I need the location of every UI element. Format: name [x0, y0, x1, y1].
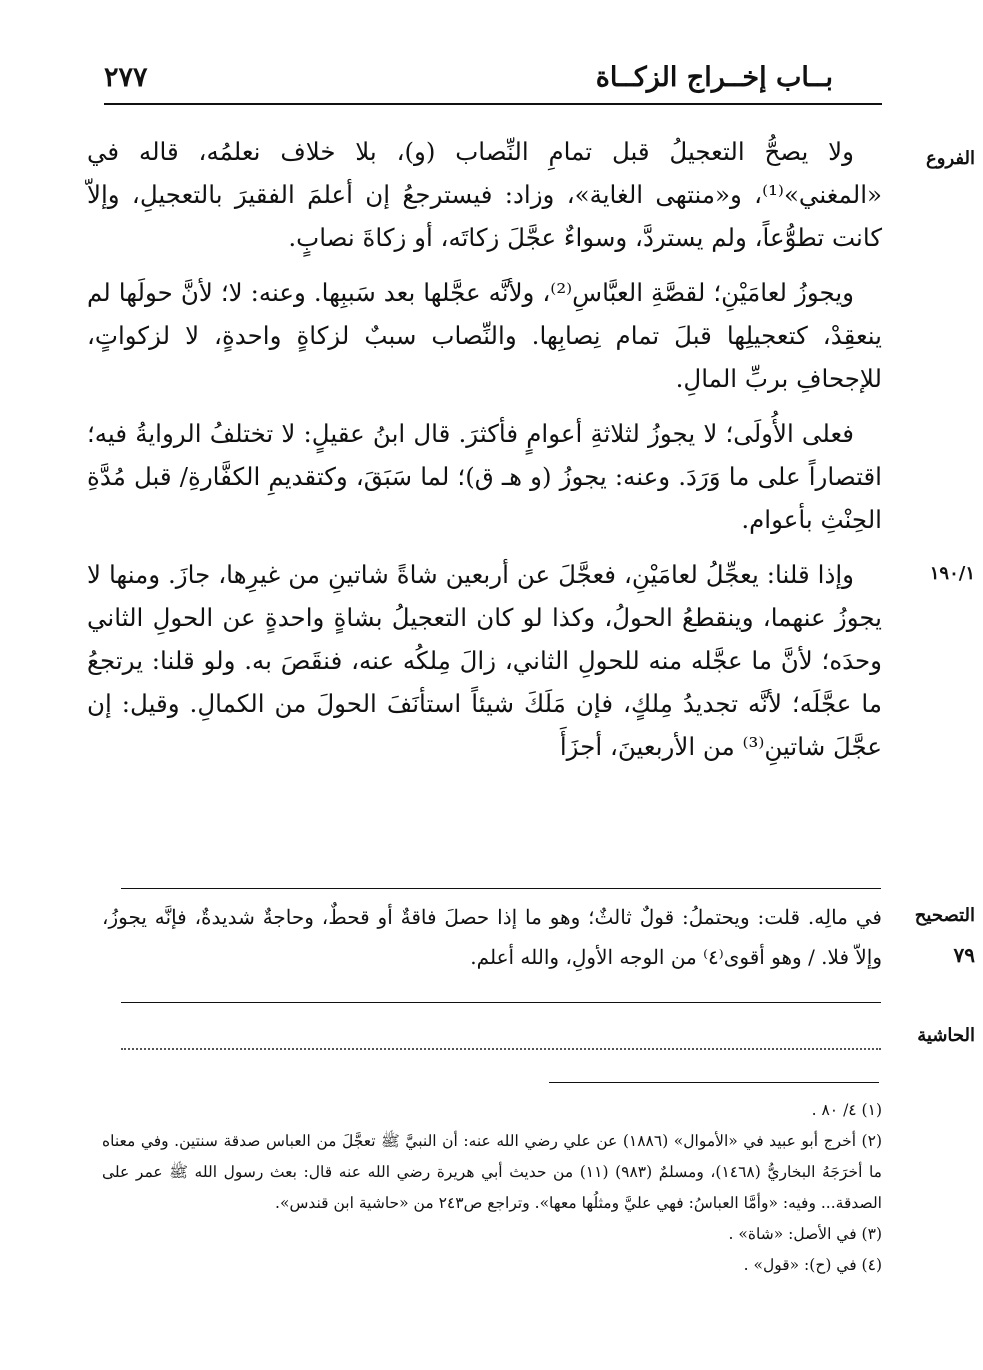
tashih-top-divider [121, 888, 881, 889]
tashih-bottom-divider [121, 1002, 881, 1003]
footnote: (١) ٤/ ٨٠ . [811, 1101, 882, 1119]
footnotes-section [102, 1095, 882, 1281]
margin-volume-reference: ١٩٠/١ [929, 563, 975, 584]
footnote: (٢) أخرج أبو عبيد في «الأموال» (١٨٨٦) عن علي رضي الله عنه: أن النبيَّ ﷺ تعجَّلَ من العباس صدقة سنتين. وفي معناه ما أخرَجَهُ البخاريُّ (١٤٦٨)، ومسلمٌ (٩٨٣) (١١) من حديث أبي هريرة رضي الله عنه قال: بعث رسول الله ﷺ عمر على الصدقة... وفيه: «وأمَّا العباسُ: فهي عليَّ ومثلُها معها». وتراجع ص٢٤٣ من «حاشية ابن قندس». [102, 1132, 882, 1212]
main-paragraph: ولا يصحُّ التعجيلُ قبل تمامِ النِّصاب (و)، بلا خلاف نعلمُه، قاله في «المغني»⁽¹⁾، و«منتهى الغاية»، وزاد: فيسترجعُ إن أعلمَ الفقيرَ بالتعجيلِ، وإلاّ كانت تطوُّعاً، ولم يستردَّ، وسواءٌ عجَّلَ زكاتَه، أو زكاةَ نصابٍ. [87, 137, 882, 252]
running-header-title: بــاب إخــراج الزكــاة [595, 62, 833, 93]
header-divider [104, 103, 882, 105]
main-paragraph: فعلى الأُولَى؛ لا يجوزُ لثلاثةِ أعوامٍ فأكثرَ. قال ابنُ عقيلٍ: لا تختلفُ الروايةُ فيه؛ اقتصاراً على ما وَرَدَ. وعنه: يجوزُ (و هـ ق)؛ لما سَبَقَ، وكتقديمِ الكفَّارةِ/ قبل مُدَّةِ الحِنْثِ بأعوام. [87, 419, 882, 534]
footnote: (٤) في (ح): «قول» . [743, 1256, 882, 1274]
margin-label-hashiya: الحاشية [917, 1025, 975, 1046]
footnote-divider [549, 1082, 879, 1083]
page-number: ٢٧٧ [104, 62, 148, 93]
main-paragraph: ويجوزُ لعامَيْنِ؛ لقصَّةِ العبَّاسِ⁽²⁾، ولأنَّه عجَّلها بعد سَببِها. وعنه: لا؛ لأنَّ حولَها لم ينعقِدْ، كتعجيلِها قبلَ تمام نِصابِها. والنِّصاب سببٌ لزكاةٍ واحدةٍ، لا لزكواتٍ، للإجحافِ بربِّ المالِ. [87, 278, 882, 393]
tashih-paragraph: في مالِه. قلت: ويحتملُ: قولٌ ثالثٌ؛ وهو ما إذا حصلَ فاقةٌ أو قحطٌ، وحاجةٌ شديدةٌ، فإنَّه يجوزُ، وإلاّ فلا. / وهو أقوى⁽٤⁾ من الوجه الأولِ، والله أعلم. [102, 905, 882, 969]
margin-tashih-number: ٧٩ [953, 943, 975, 967]
main-paragraph: وإذا قلنا: يعجِّلُ لعامَيْنِ، فعجَّلَ عن أربعين شاةً شاتينِ من غيرِها، جازَ. ومنها لا يجوزُ عنهما، وينقطعُ الحولُ، وكذا لو كان التعجيلُ بشاةٍ واحدةٍ عن الحولِ الثاني وحدَه؛ لأنَّ ما عجَّله منه للحولِ الثاني، زالَ مِلكُه عنه، فنقَصَ به. ولو قلنا: يرتجعُ ما عجَّلَه؛ لأنَّه تجديدُ مِلكٍ، فإن مَلَكَ شيئاً استأنَفَ الحولَ من الكمالِ. وقيل: إن عجَّلَ شاتينِ⁽³⁾ من الأربعينَ، أجزَأَ [87, 560, 882, 761]
footnote: (٣) في الأصل: «شاة» . [728, 1225, 882, 1243]
margin-label-tashih: التصحيح [914, 905, 975, 926]
tashih-section [102, 897, 882, 977]
main-text-body [87, 130, 882, 780]
margin-label-furu: الفروع [926, 148, 975, 169]
hashiya-dotted-line [121, 1028, 881, 1050]
